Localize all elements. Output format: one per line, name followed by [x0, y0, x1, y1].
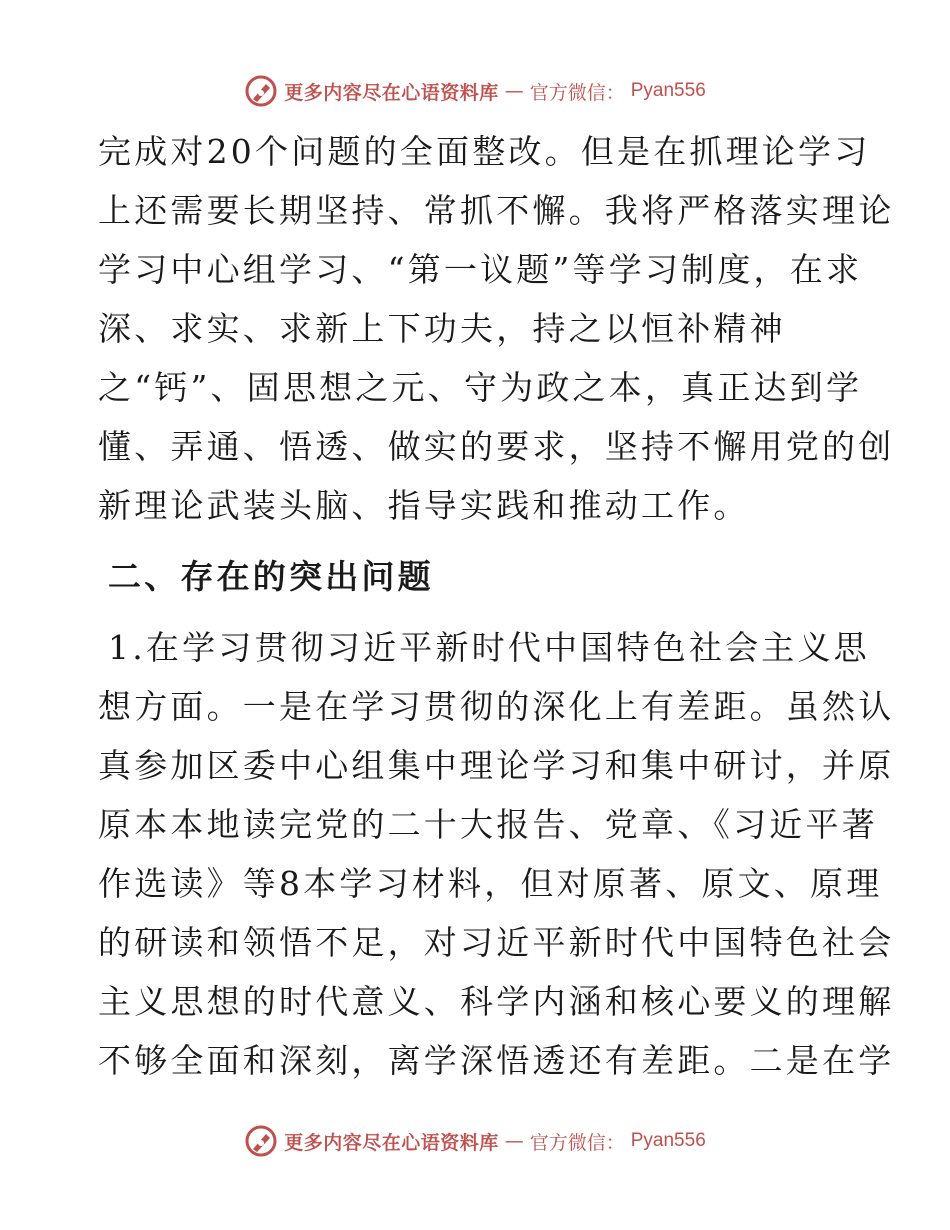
watermark-wechat-id: Pyan556 — [630, 80, 706, 101]
text-line: 学习中心组学习、“第一议题”等学习制度，在求 — [98, 250, 863, 289]
footer-watermark — [0, 1124, 950, 1158]
text-line: 深、求实、求新上下功夫，持之以恒补精神 — [98, 309, 786, 348]
pen-logo-icon — [244, 74, 278, 108]
text-line: 完成对20个问题的全面整改。但是在抓理论学习 — [98, 132, 871, 171]
text-line: 想方面。一是在学习贯彻的深化上有差距。虽然认 — [98, 687, 895, 726]
watermark-wechat-id: Pyan556 — [630, 1130, 706, 1151]
paragraph-one — [98, 122, 895, 535]
watermark-separator: — — [504, 1130, 524, 1152]
text-line: 原本本地读完党的二十大报告、党章、《习近平著 — [98, 805, 878, 844]
text-line: 不够全面和深刻，离学深悟透还有差距。二是在学 — [98, 1041, 895, 1080]
text-line: 新理论武装头脑、指导实践和推动工作。 — [98, 486, 750, 525]
section-heading: 二、存在的突出问题 — [108, 557, 434, 596]
text-line: 之“钙”、固思想之元、守为政之本，真正达到学 — [98, 368, 863, 407]
watermark-site-name: 更多内容尽在心语资料库 — [284, 81, 499, 104]
text-line: 主义思想的时代意义、科学内涵和核心要义的理解 — [98, 982, 895, 1021]
header-watermark — [0, 74, 950, 108]
paragraph-two — [98, 618, 895, 1090]
text-line: 1.在学习贯彻习近平新时代中国特色社会主义思 — [108, 628, 870, 667]
document-body — [98, 122, 895, 1090]
text-line: 懂、弄通、悟透、做实的要求，坚持不懈用党的创 — [98, 427, 895, 466]
watermark-separator: — — [504, 80, 524, 102]
watermark-wechat-label: 官方微信： — [529, 1131, 625, 1154]
text-line: 真参加区委中心组集中理论学习和集中研讨，并原 — [98, 746, 895, 785]
text-line: 作选读》等8本学习材料，但对原著、原文、原理 — [98, 864, 883, 903]
text-line: 的研读和领悟不足，对习近平新时代中国特色社会 — [98, 923, 895, 962]
pen-logo-icon — [244, 1124, 278, 1158]
watermark-site-name: 更多内容尽在心语资料库 — [284, 1131, 499, 1154]
watermark-wechat-label: 官方微信： — [529, 81, 625, 104]
text-line: 上还需要长期坚持、常抓不懈。我将严格落实理论 — [98, 191, 895, 230]
